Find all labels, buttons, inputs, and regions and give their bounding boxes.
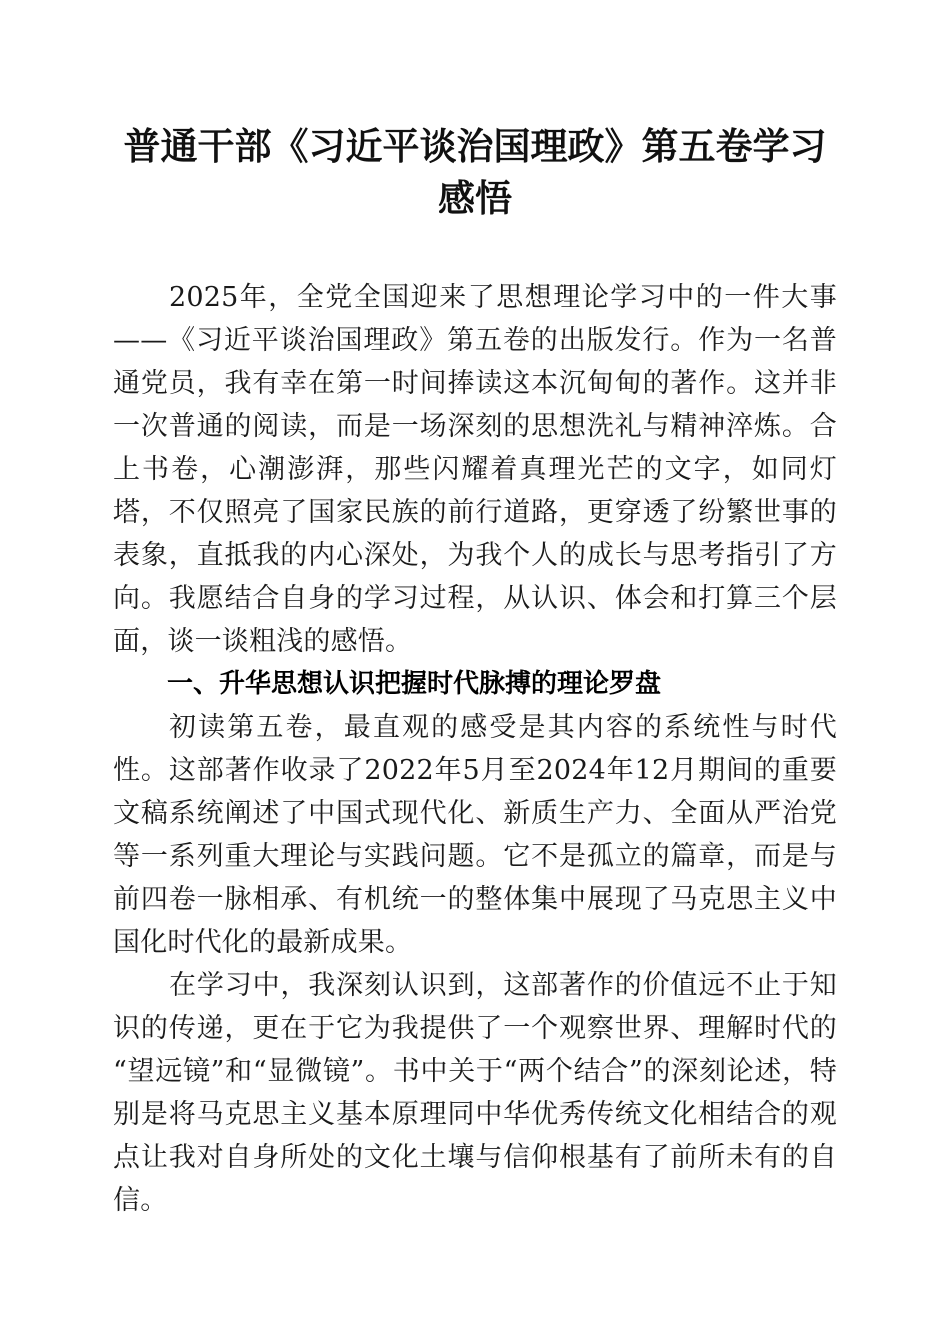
section-heading-1: 一、升华思想认识把握时代脉搏的理论罗盘 xyxy=(167,669,662,699)
document-content xyxy=(113,276,837,1222)
paragraph-section1-b: 在学习中，我深刻认识到，这部著作的价值远不止于知识的传递，更在于它为我提供了一个观察世界、理解时代的“望远镜”和“显微镜”。书中关于“两个结合”的深刻论述，特别是将马克思主义基本原理同中华优秀传统文化相结合的观点让我对自身所处的文化土壤与信仰根基有了前所未有的自信。 xyxy=(113,970,837,1216)
page-title: 普通干部《习近平谈治国理政》第五卷学习感悟 xyxy=(123,124,827,220)
paragraph-opening: 2025年，全党全国迎来了思想理论学习中的一件大事——《习近平谈治国理政》第五卷的出版发行。作为一名普通党员，我有幸在第一时间捧读这本沉甸甸的著作。这并非一次普通的阅读，而是一场深刻的思想洗礼与精神淬炼。合上书卷，心潮澎湃，那些闪耀着真理光芒的文字，如同灯塔，不仅照亮了国家民族的前行道路，更穿透了纷繁世事的表象，直抵我的内心深处，为我个人的成长与思考指引了方向。我愿结合自身的学习过程，从认识、体会和打算三个层面，谈一谈粗浅的感悟。 xyxy=(113,282,837,657)
title-spacer xyxy=(113,224,837,276)
document-body xyxy=(113,120,837,1222)
paragraph-section1-a: 初读第五卷，最直观的感受是其内容的系统性与时代性。这部著作收录了2022年5月至2024年12月期间的重要文稿系统阐述了中国式现代化、新质生产力、全面从严治党等一系列重大理论与实践问题。它不是孤立的篇章，而是与前四卷一脉相承、有机统一的整体集中展现了马克思主义中国化时代化的最新成果。 xyxy=(113,712,837,958)
